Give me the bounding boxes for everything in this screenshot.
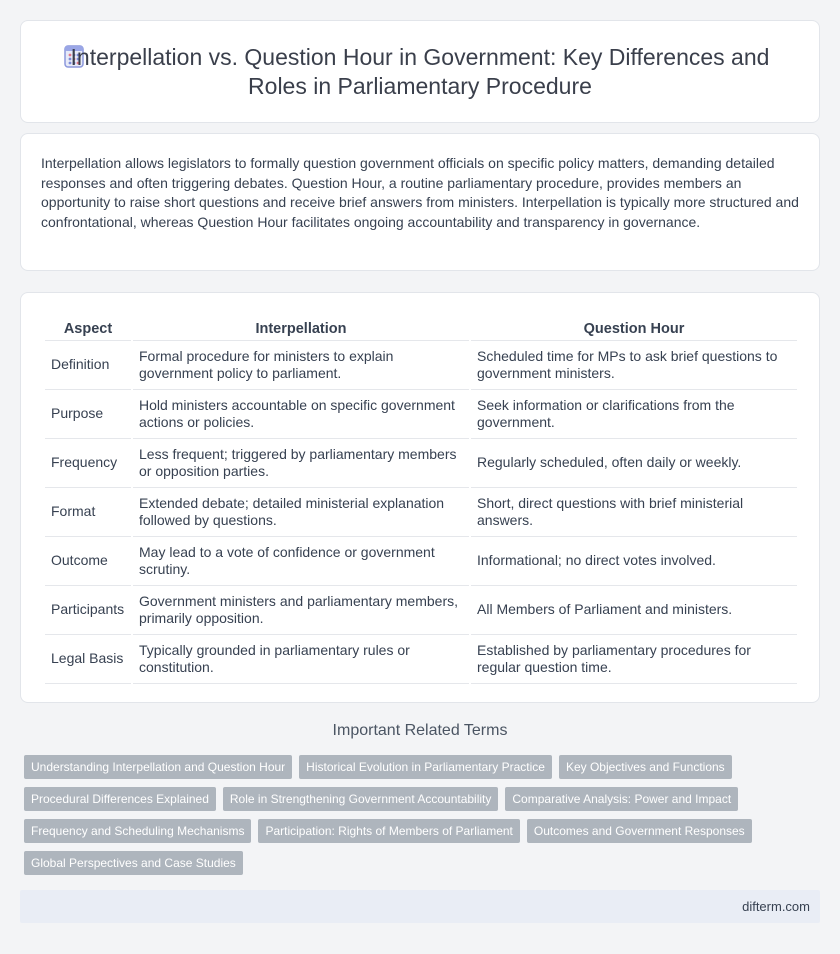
table-row xyxy=(45,635,797,684)
column-header-interpellation: Interpellation xyxy=(133,313,469,341)
intro-paragraph: Interpellation allows legislators to formally question government officials on specific policy matters, demanding detailed responses and often triggering debates. Question Hour, a routine parliamentary procedure, provides members an opportunity to raise short questions and receive brief answers from ministers. Interpellation is typically more structured and confrontational, whereas Question Hour facilitates ongoing accountability and transparency in governance. xyxy=(41,155,799,230)
table-cell-aspect: Participants xyxy=(45,586,131,635)
table-cell-aspect: Frequency xyxy=(45,439,131,488)
table-cell-question-hour: Scheduled time for MPs to ask brief questions to government ministers. xyxy=(471,341,797,390)
table-cell-aspect: Purpose xyxy=(45,390,131,439)
table-cell-aspect: Format xyxy=(45,488,131,537)
comparison-table-card xyxy=(20,292,820,703)
related-terms-title: Important Related Terms xyxy=(332,722,508,739)
table-cell-interpellation: Extended debate; detailed ministerial explanation followed by questions. xyxy=(133,488,469,537)
table-cell-aspect: Outcome xyxy=(45,537,131,586)
related-terms-list xyxy=(24,755,816,875)
related-term-tag[interactable]: Participation: Rights of Members of Parliament xyxy=(258,819,519,843)
table-cell-question-hour: Seek information or clarifications from the government. xyxy=(471,390,797,439)
table-cell-interpellation: Typically grounded in parliamentary rules or constitution. xyxy=(133,635,469,684)
table-header-row xyxy=(45,313,797,341)
intro-card xyxy=(20,133,820,271)
table-row xyxy=(45,586,797,635)
related-term-tag[interactable]: Role in Strengthening Government Accountability xyxy=(223,787,499,811)
related-term-tag[interactable]: Comparative Analysis: Power and Impact xyxy=(505,787,738,811)
related-term-tag[interactable]: Outcomes and Government Responses xyxy=(527,819,752,843)
table-row xyxy=(45,488,797,537)
related-term-tag[interactable]: Global Perspectives and Case Studies xyxy=(24,851,243,875)
table-cell-aspect: Legal Basis xyxy=(45,635,131,684)
table-cell-interpellation: May lead to a vote of confidence or government scrutiny. xyxy=(133,537,469,586)
page-title: Interpellation vs. Question Hour in Government: Key Differences and Roles in Parliamentary Procedure xyxy=(70,43,770,99)
table-cell-interpellation: Hold ministers accountable on specific government actions or policies. xyxy=(133,390,469,439)
table-row xyxy=(45,341,797,390)
table-cell-interpellation: Less frequent; triggered by parliamentary members or opposition parties. xyxy=(133,439,469,488)
related-term-tag[interactable]: Historical Evolution in Parliamentary Practice xyxy=(299,755,552,779)
related-term-tag[interactable]: Understanding Interpellation and Question Hour xyxy=(24,755,292,779)
column-header-aspect: Aspect xyxy=(45,313,131,341)
related-term-tag[interactable]: Procedural Differences Explained xyxy=(24,787,216,811)
related-term-tag[interactable]: Frequency and Scheduling Mechanisms xyxy=(24,819,251,843)
table-row xyxy=(45,390,797,439)
table-row xyxy=(45,439,797,488)
comparison-table xyxy=(43,313,799,684)
table-cell-question-hour: Established by parliamentary procedures for regular question time. xyxy=(471,635,797,684)
table-cell-question-hour: Short, direct questions with brief ministerial answers. xyxy=(471,488,797,537)
table-row xyxy=(45,537,797,586)
table-cell-interpellation: Government ministers and parliamentary members, primarily opposition. xyxy=(133,586,469,635)
table-cell-aspect: Definition xyxy=(45,341,131,390)
table-cell-interpellation: Formal procedure for ministers to explain government policy to parliament. xyxy=(133,341,469,390)
table-cell-question-hour: Informational; no direct votes involved. xyxy=(471,537,797,586)
footer-bar xyxy=(20,890,820,923)
header-card xyxy=(20,20,820,123)
related-term-tag[interactable]: Key Objectives and Functions xyxy=(559,755,732,779)
column-header-question-hour: Question Hour xyxy=(471,313,797,341)
table-cell-question-hour: Regularly scheduled, often daily or weekly. xyxy=(471,439,797,488)
table-cell-question-hour: All Members of Parliament and ministers. xyxy=(471,586,797,635)
footer-site-link[interactable]: difterm.com xyxy=(742,899,810,914)
